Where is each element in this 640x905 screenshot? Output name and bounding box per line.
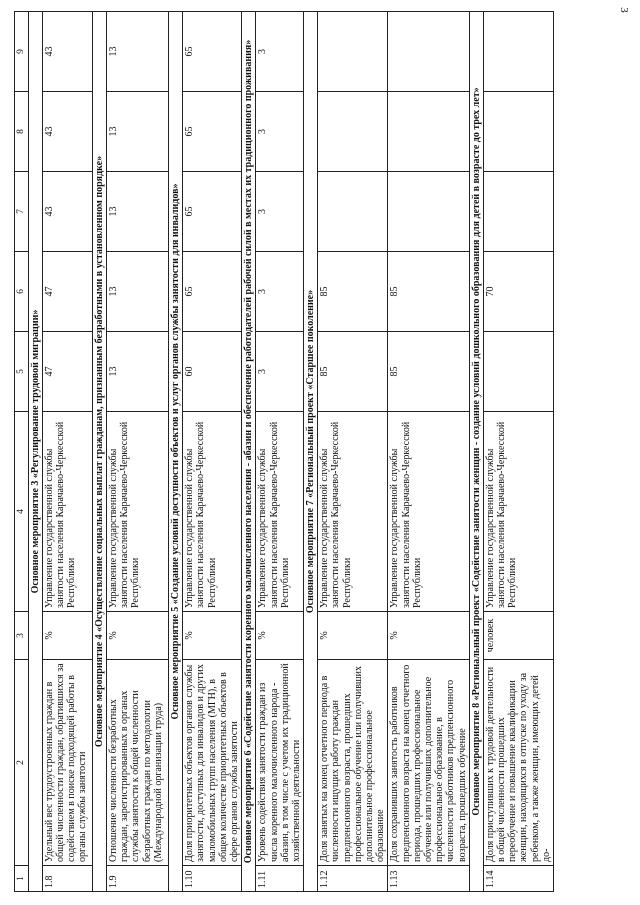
unit: человек: [483, 612, 553, 660]
value-col-7: [318, 172, 388, 252]
value-col-9: 13: [107, 12, 169, 92]
value-col-7: 65: [183, 172, 242, 252]
indicator-name: Доля приступивших к трудовой деятельности в общей численности прошедших переобучение и повышение квалификации женщин, находящихся в отпуске по уходу за ребенком, а также женщин, имеющих детей до-: [483, 660, 553, 866]
value-col-6: 65: [183, 252, 242, 332]
value-col-9: [318, 12, 388, 92]
section-row: [304, 12, 318, 892]
value-col-6: 47: [42, 252, 92, 332]
value-col-5: 85: [318, 332, 388, 412]
table-row: [256, 12, 304, 892]
value-col-9: [388, 12, 469, 92]
indicator-name: Доля занятых на конец отчетного периода в численности ищущих работу граждан предпенсионного возраста, прошедших профессиональное обучение или получивших дополнительное профессиональное образование: [318, 660, 388, 866]
table-row: [183, 12, 242, 892]
executor: Управление государственной службы занятости населения Карачаево-Черкесской Республики: [42, 412, 92, 612]
indicator-name: Доля сохранивших занятость работников предпенсионного возраста на конец отчетного периода, прошедших профессиональное обучение или получивших дополнительное профессиональное образование, в численности работников предпенсионного возраста, прошедших обучение: [388, 660, 469, 866]
indicators-table: [14, 11, 554, 892]
section-row: [28, 12, 42, 892]
value-col-9: 65: [183, 12, 242, 92]
unit: %: [107, 612, 169, 660]
value-col-8: 3: [256, 92, 304, 172]
section-row: [92, 12, 106, 892]
header-col-9: 9: [15, 12, 29, 92]
header-col-2: 2: [15, 660, 29, 866]
value-col-5: 85: [388, 332, 469, 412]
header-col-6: 6: [15, 252, 29, 332]
section-title: Основное мероприятие 3 «Регулирование трудовой миграции»: [28, 12, 42, 892]
row-number: 1.14: [483, 866, 553, 892]
value-col-7: [483, 172, 553, 252]
table-row: [42, 12, 92, 892]
section-title: Основное мероприятие 4 «Осуществление социальных выплат гражданам, признанным безработными в установленном порядке»: [92, 12, 106, 892]
table-row: [483, 12, 553, 892]
indicator-name: Доля приоритетных объектов органов службы занятости, доступных для инвалидов и других маломобильных групп населения (МГН), в общем количестве приоритетных объектов в сфере органов службы занятости: [183, 660, 242, 866]
value-col-8: 65: [183, 92, 242, 172]
value-col-6: 13: [107, 252, 169, 332]
value-col-6: 3: [256, 252, 304, 332]
value-col-5: 13: [107, 332, 169, 412]
value-col-7: [388, 172, 469, 252]
executor: Управление государственной службы занятости населения Карачаево-Черкесской Республики: [388, 412, 469, 612]
row-number: 1.12: [318, 866, 388, 892]
row-number: 1.13: [388, 866, 469, 892]
value-col-9: 3: [256, 12, 304, 92]
executor: Управление государственной службы занятости населения Карачаево-Черкесской Республики: [183, 412, 242, 612]
indicator-name: Удельный вес трудоустроенных граждан в общей численности граждан, обратившихся за содействием в поиске подходящей работы в органы службы занятости: [42, 660, 92, 866]
header-col-3: 3: [15, 612, 29, 660]
header-col-5: 5: [15, 332, 29, 412]
page-number: 3: [617, 7, 630, 13]
value-col-7: 3: [256, 172, 304, 252]
table-row: [388, 12, 469, 892]
row-number: 1.11: [256, 866, 304, 892]
table-row: [318, 12, 388, 892]
indicator-table-sheet: [14, 12, 626, 892]
value-col-8: 13: [107, 92, 169, 172]
value-col-8: [483, 92, 553, 172]
section-title: Основное мероприятие 5 «Создание условий доступности объектов и услуг органов службы занятости для инвалидов»: [169, 12, 183, 892]
header-col-4: 4: [15, 412, 29, 612]
executor: Управление государственной службы занятости населения Карачаево-Черкесской Республики: [318, 412, 388, 612]
header-col-7: 7: [15, 172, 29, 252]
value-col-8: 43: [42, 92, 92, 172]
section-title: Основное мероприятие 7 «Региональный проект «Старшее поколение»: [304, 12, 318, 892]
value-col-8: [318, 92, 388, 172]
section-title: Основное мероприятие 6 «Содействие занятости коренного малочисленного населения - абазин и обеспечение работодателей рабочей силой в местах их традиционного проживания»: [242, 12, 256, 892]
unit: %: [318, 612, 388, 660]
value-col-5: 60: [183, 332, 242, 412]
value-col-9: 43: [42, 12, 92, 92]
value-col-7: 43: [42, 172, 92, 252]
executor: Управление государственной службы занятости населения Карачаево-Черкесской Республики: [483, 412, 553, 612]
unit: %: [256, 612, 304, 660]
value-col-6: 85: [318, 252, 388, 332]
indicator-name: Отношение численности безработных граждан, зарегистрированных в органах службы занятости к общей численности безработных граждан по методологии (Международной организации труда): [107, 660, 169, 866]
section-row: [242, 12, 256, 892]
section-row: [469, 12, 483, 892]
table-row: [107, 12, 169, 892]
value-col-6: 85: [388, 252, 469, 332]
executor: Управление государственной службы занятости населения Карачаево-Черкесской Республики: [107, 412, 169, 612]
row-number: 1.8: [42, 866, 92, 892]
unit: %: [388, 612, 469, 660]
value-col-7: 13: [107, 172, 169, 252]
row-number: 1.9: [107, 866, 169, 892]
value-col-9: [483, 12, 553, 92]
value-col-8: [388, 92, 469, 172]
row-number: 1.10: [183, 866, 242, 892]
value-col-5: 3: [256, 332, 304, 412]
header-row: [15, 12, 29, 892]
unit: %: [183, 612, 242, 660]
header-col-8: 8: [15, 92, 29, 172]
value-col-5: 47: [42, 332, 92, 412]
unit: %: [42, 612, 92, 660]
value-col-5: [483, 332, 553, 412]
executor: Управление государственной службы занятости населения Карачаево-Черкесской Республики: [256, 412, 304, 612]
section-row: [169, 12, 183, 892]
value-col-6: 70: [483, 252, 553, 332]
indicator-name: Уровень содействия занятости граждан из числа коренного малочисленного народа - абазин, в том числе с учетом их традиционной хозяйственной деятельности: [256, 660, 304, 866]
section-title: Основное мероприятие 8 «Региональный проект «Содействие занятости женщин - создание условий дошкольного образования для детей в возрасте до трех лет»: [469, 12, 483, 892]
header-col-1: 1: [15, 866, 29, 892]
